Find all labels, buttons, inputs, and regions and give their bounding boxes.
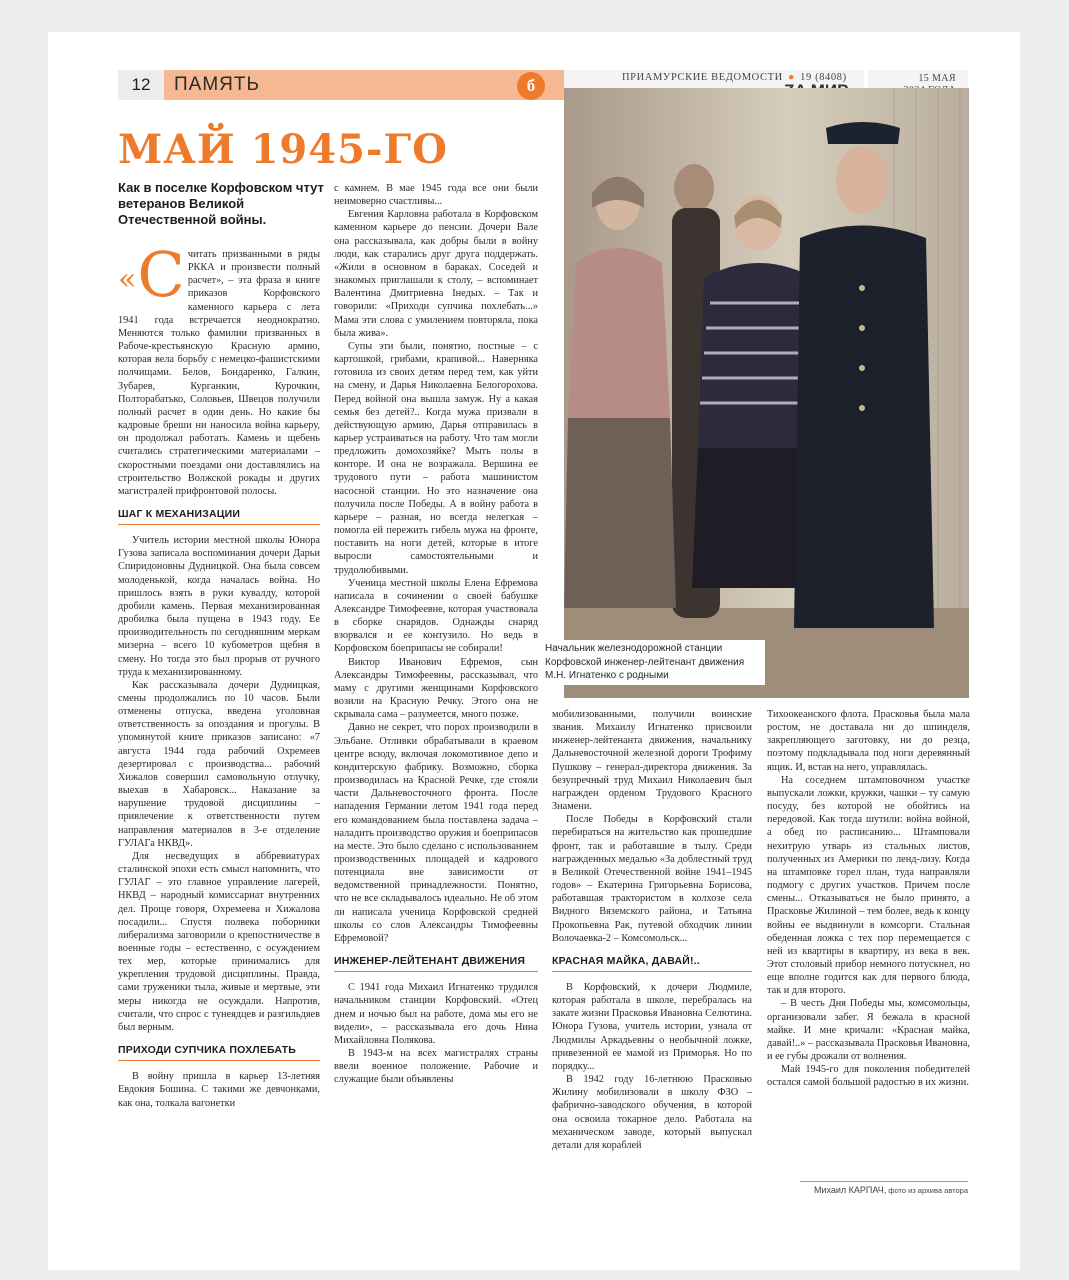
paragraph: Ученица местной школы Елена Ефремова написала в сочинении о своей бабушке Александре Тимофеевне, которая участвовала в сборке снарядов. Однажды снаряд взорвался и ее контузило. Но ведь в Корфовском боеприпасы не собирали! xyxy=(334,577,538,655)
section-name: ПАМЯТЬ xyxy=(174,74,260,95)
article-lead: Как в поселке Корфовском чтут ветеранов Великой Отечественной войны. xyxy=(118,180,324,227)
paragraph: Евгения Карловна работала в Корфовском каменном карьере до пенсии. Дочери Вале она рассказывала, как добры были в войну люди, как старались друг друга поддержать. «Жили в основном в бараках. Соседей и знакомых приглашали к столу, – вспоминает Валентина Дмитриевна Інедых. – Так и говорили: «Приходи супчика похлебать...» Мама эти слова с умилением повторяла, пока была жива». xyxy=(334,209,538,339)
subheading: ИНЖЕНЕР-ЛЕЙТЕНАНТ ДВИЖЕНИЯ xyxy=(334,955,538,972)
paragraph: Супы эти были, понятно, постные – с картошкой, грибами, крапивой... Наверняка готовила из своих детям перед тем, как уйти на смену, и Дарья Николаевна Белогорохова. Перед войной она вышла замуж. Ну а какая семья без детей?.. Когда мужа призвали в действующую армию, Дарья отправилась в карьер устраиваться на работу. Что там могли предложить домохозяйке? Мыть полы в конторе. И она не возражала. Вершина ее трудового пути – работа машинистом насосной станции. Но это назначение она получила после Победы. А в войну работа в карьере – разная, но всегда нелегкая – помогла ей пережить гибель мужа на фронте, поставить на ноги детей, которые в итоге выросли самостоятельными и трудолюбивыми. xyxy=(334,340,538,576)
subheading: ШАГ К МЕХАНИЗАЦИИ xyxy=(118,508,320,525)
paragraph: читать призванными в ряды РККА и произвести полный расчет», – эта фраза в книге приказов Корфовского каменного карьера с лета 1941 года встречается неоднократно. Меняются только фамилии призванных в Рабоче-крестьянскую Красную армию, которая вела борьбу с немецко-фашистскими полчищами. Белов, Бондаренко, Галкин, Зубарев, Курганкин, Курочкин, Полторабатько, Соловьев, Швецов получили полный расчет в один день. Но какие бы кадровые бреши ни наносила война карьеру, он продолжал работать. Камень и щебень считались стратегическими материалами – скоростными поездами они доставлялись на строительство Волжской рокады и других магистралей прифронтовой полосы. xyxy=(118,249,320,497)
family-photo-illustration xyxy=(564,88,969,698)
paragraph: С 1941 года Михаил Игнатенко трудился начальником станции Корфовский. «Отец днем и ночью был на работе, дома мы его не видели», – рассказывала его дочь Нина Михайловна Полякова. xyxy=(334,982,538,1046)
text-column-2 xyxy=(334,182,538,1172)
archive-photo xyxy=(564,88,969,698)
paragraph: Май 1945-го для поколения победителей остался самой большой радостью в их жизни. xyxy=(767,1064,970,1089)
paragraph: В 1942 году 16-летнюю Прасковью Жилину мобилизовали в школу ФЗО – фабрично-заводского обучения, в которой она освоила токарное дело. Работала на механическом заводе, который выпускал детали для кораблей xyxy=(552,1074,752,1151)
opening-quote: « xyxy=(118,262,137,297)
byline-credit: фото из архива автора xyxy=(888,1186,968,1195)
byline-author: Михаил КАРПАЧ, xyxy=(813,1185,887,1195)
subheading: КРАСНАЯ МАЙКА, ДАВАЙ!.. xyxy=(552,955,752,972)
paragraph: После Победы в Корфовский стали перебираться на жительство как прошедшие фронт, так и работавшие в тылу. Среди награжденных медалью «За доблестный труд в Великой Отечественной войне 1941–1945 годов» – Екатерина Григорьевна Борисова, работавшая трактористом в колхозе села Видного Вяземского района, и Татьяна Прокопьевна Рак, путевой обходчик линии Волочаевка-2 – Комсомольск... xyxy=(552,814,752,944)
paragraph: В войну пришла в карьер 13-летняя Евдокия Бошина. С такими же девчонками, как она, толкала вагонетки xyxy=(118,1071,320,1109)
issue-number: 19 (8408) xyxy=(800,72,847,83)
paragraph: Виктор Иванович Ефремов, сын Александры Тимофеевны, рассказывал, что маму с другими женщинами Корфовского возили на Красную Речку. Этого она не скрывала сама – разумеется, много позже. xyxy=(334,656,538,721)
drop-cap: С xyxy=(137,248,185,311)
paragraph: с камнем. В мае 1945 года все они были неимоверно счастливы... xyxy=(334,183,538,208)
photo-caption: Начальник железнодорожной станции Корфовской инженер-лейтенант движения М.Н. Игнатенко с родными xyxy=(543,640,765,685)
newspaper-logo-icon: б xyxy=(517,72,545,100)
bullet-icon: ● xyxy=(784,72,799,83)
article-byline xyxy=(800,1181,968,1195)
paper-title: ПРИАМУРСКИЕ ВЕДОМОСТИ xyxy=(622,72,783,83)
subheading: ПРИХОДИ СУПЧИКА ПОХЛЕБАТЬ xyxy=(118,1044,320,1061)
paragraph: Учитель истории местной школы Юнора Гузова записала воспоминания дочери Дарьи Спиридоновны Дудницкой. Она была совсем молоденькой, когда началась война. Но пришлось взять в руки кувалду, которой дробили камень. Первая механизированная дробилка была пущена в 1943 году. Ее производительность по сегодняшним меркам мизерна – всего 10 кубометров щебня в смену. Но тогда это был прорыв от ручного труда к механизированному. xyxy=(118,535,320,678)
paragraph: Для несведущих в аббревиатурах сталинской эпохи есть смысл напомнить, что ГУЛАГ – это главное управление лагерей, НКВД – народный комиссариат внутренних дел. Проще говоря, Охремеева и Хижалова посадили... Спустя полвека поборники либерализма заговорили о крепостничестве в военные годы – естественно, с осуждением тех мер, которые принимались для укрепления трудовой дисциплины. Правда, сами труженики тыла, живые и мертвые, эти меры никогда не осуждали. Напротив, считали, что спрос с тунеядцев и разгильдяев был верным. xyxy=(118,850,320,1033)
paragraph: На соседнем штамповочном участке выпускали ложки, кружки, чашки – ту самую посуду, без которой не обойтись на передовой. Как тогда шутили: война войной, а обед по расписанию... Штамповали нехитрую утварь из стальных листов, полученных из Америки по ленд-лизу. Когда на штамповке горел план, туда направляли подмогу с других участков. Причем после смены... Отказываться не было принято, а Прасковье Жилиной – тем более, ведь к концу войны ее выдвинули в комсорги. Стальная обеденная ложка с тех пор перемещается с ней из квартиры в квартиру, из века в век. Этот столовый прибор немного потускнел, но еще вполне годится как для первого блюда, так и для второго. xyxy=(767,774,970,997)
paragraph: мобилизованными, получили воинские звания. Михаилу Игнатенко присвоили инженер-лейтенанта движения, начальнику Дальневосточной железной дороги Трофиму Пушкову – генерал-директора движения. За безупречный труд Михаил Николаевич был награжден орденом Трудового Красного Знамени. xyxy=(552,709,752,813)
text-column-3 xyxy=(552,708,752,1198)
text-column-4 xyxy=(767,708,970,1178)
article-opening xyxy=(118,248,320,498)
text-column-1 xyxy=(118,248,320,1168)
section-bar xyxy=(164,70,564,100)
paragraph: Давно не секрет, что порох производили в Эльбане. Отливки обрабатывали в краевом центре всюду, включая локомотивное депо и кондитерскую фабрику. Возможно, сборка производилась на Красной Речке, где стояли части Дальневосточного фронта. После нападения Германии летом 1941 года перед его командованием была поставлена задача – наладить производство оружия и боеприпасов на месте. Это было сделано с использованием производственных площадей и кадрового потенциала вне зависимости от ведомственной принадлежности. Понятно, что не все складывалось идеально. Не об этом ли написала ученица Корфовской средней школы со слов Александры Тимофеевны Ефремовой? xyxy=(334,722,538,944)
paragraph: В 1943-м на всех магистралях страны ввели военное положение. Рабочие и служащие были объявлены xyxy=(334,1048,538,1086)
paragraph: Как рассказывала дочери Дудницкая, смены продолжались по 10 часов. Были отменены отпуска, введена уголовная ответственность за опоздания и прогулы. В упомянутой книге приказов записано: «7 августа 1944 года рабочий Охремеев дезертировал с производства... рабочий Хижалов совершил самовольную отлучку, выехав в Хабаровск... Наказание за нарушение трудовой дисциплины – привлечение к ответственности путем направления материалов в 3-е отделение ГУЛАГа НКВД». xyxy=(118,679,320,849)
paragraph: Тихоокеанского флота. Прасковья была мала ростом, не доставала ни до шпинделя, закрепляющего заготовку, ни до резца, поэтому подкладывала под ноги деревянный ящик. И, встав на него, управлялась. xyxy=(767,709,970,773)
paragraph: – В честь Дня Победы мы, комсомольцы, организовали забег. Я бежала в красной майке. И мне кричали: «Красная майка, давай!..» – рассказывала Прасковья Ивановна, и ее губы дрожали от волнения. xyxy=(767,998,970,1063)
page-number: 12 xyxy=(118,70,164,100)
date-day: 15 МАЯ xyxy=(918,73,956,84)
article-title: МАЙ 1945-ГО xyxy=(118,126,448,173)
paragraph: В Корфовский, к дочери Людмиле, которая работала в школе, перебралась на закате жизни Прасковья Ивановна Селютина. Юнора Гузова, учитель истории, узнала от Людмилы Аркадьевны о необычной ложке, привезенной ее мамой из Приморья. Но по порядку... xyxy=(552,981,752,1072)
